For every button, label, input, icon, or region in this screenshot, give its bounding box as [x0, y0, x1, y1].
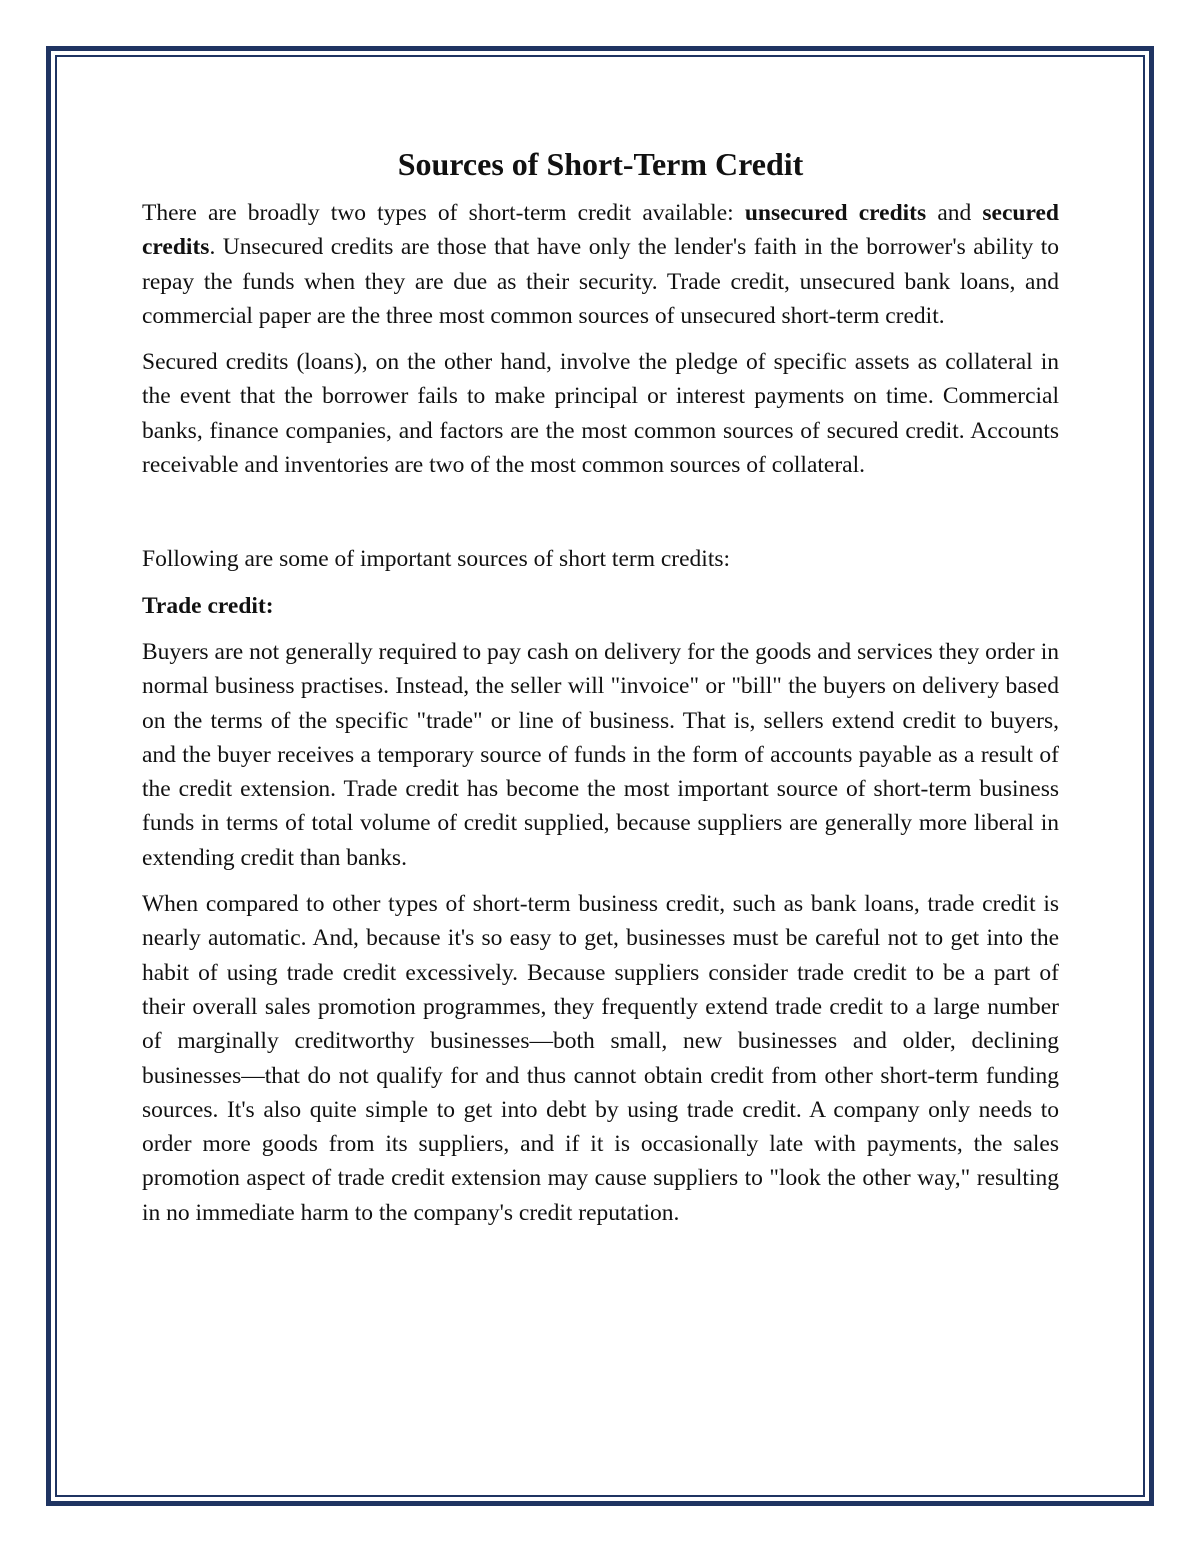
following-line: Following are some of important sources of short term credits:: [142, 546, 731, 573]
intro-text-2: and: [926, 200, 983, 226]
trade-credit-heading: Trade credit:: [142, 592, 274, 619]
intro-text-3: . Unsecured credits are those that have only the lender's faith in the borrower's ability to repay the funds when they are due as their security. Trade credit, unsecured bank loans, and commercial paper are the three most common sources of unsecured short-term credit.: [142, 234, 1059, 329]
secured-credits-paragraph: Secured credits (loans), on the other hand, involve the pledge of specific assets as collateral in the event that the borrower fails to make principal or interest payments on time. Commercial banks, finance companies, and factors are the most common sources of secured credit. Accounts receivable and inventories are two of the most common sources of collateral.: [142, 349, 1059, 479]
intro-bold-unsecured: unsecured credits: [744, 200, 927, 226]
intro-paragraph: [142, 196, 1059, 333]
document-title: Sources of Short-Term Credit: [397, 146, 804, 182]
intro-bold-secured: secured credits: [142, 200, 1059, 261]
trade-credit-paragraph-1: Buyers are not generally required to pay cash on delivery for the goods and services they order in normal business practises. Instead, the seller will "invoice" or "bill" the buyers on delivery based on the terms of the specific "trade" or line of business. That is, sellers extend credit to buyers, and the buyer receives a temporary source of funds in the form of accounts payable as a result of the credit extension. Trade credit has become the most important source of short-term business funds in terms of total volume of credit supplied, because suppliers are generally more liberal in extending credit than banks.: [142, 638, 1059, 871]
intro-text-1: There are broadly two types of short-term credit available:: [142, 200, 745, 226]
trade-credit-paragraph-2: When compared to other types of short-term business credit, such as bank loans, trade credit is nearly automatic. And, because it's so easy to get, businesses must be careful not to get into the habit of using trade credit excessively. Because suppliers consider trade credit to be a part of their overall sales promotion programmes, they frequently extend trade credit to a large number of marginally creditworthy businesses—both small, new businesses and older, declining businesses—that do not qualify for and thus cannot obtain credit from other short-term funding sources. It's also quite simple to get into debt by using trade credit. A company only needs to order more goods from its suppliers, and if it is occasionally late with payments, the sales promotion aspect of trade credit extension may cause suppliers to "look the other way," resulting in no immediate harm to the company's credit reputation.: [142, 891, 1059, 1226]
document-body: [142, 140, 1059, 1242]
